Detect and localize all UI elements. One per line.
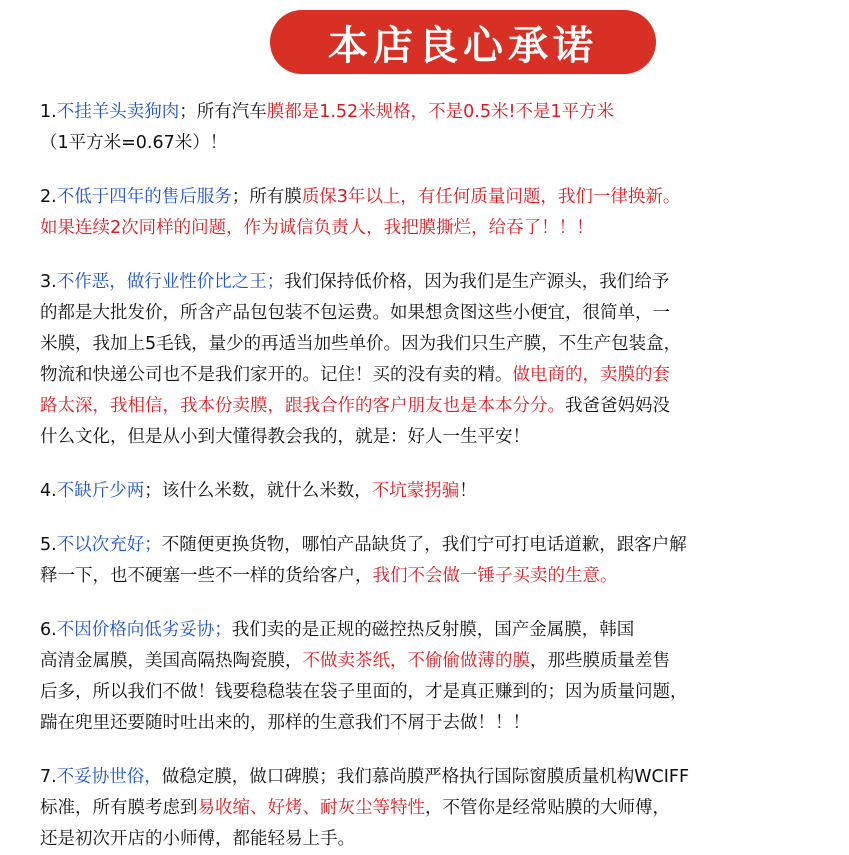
promise-item-4 [40,476,818,507]
body-text: 后多，所以我们不做！钱要稳稳装在袋子里面的，才是真正赚到的；因为质量问题， [40,682,688,702]
body-text: 我们保持低价格，因为我们是生产源头，我们给予 [284,272,670,292]
highlight-text: 不做卖茶纸，不偷偷做薄的膜 [302,651,530,671]
body-text: 做稳定膜，做口碑膜；我们慕尚膜严格执行国际窗膜质量机构WCIFF [161,767,690,787]
paragraph-gap [40,507,818,530]
body-text: ，不管你是经常贴膜的大师傅， [425,798,670,818]
paragraph-gap [40,159,818,182]
highlight-text: 易收缩、好烤、耐灰尘等特性 [197,798,425,818]
promise-heading: 不因价格向低劣妥协； [56,620,232,640]
body-text: 我们卖的是正规的磁控热反射膜，国产金属膜，韩国 [231,620,635,640]
promise-item-3 [40,267,818,453]
body-text: 4. [40,481,57,501]
paragraph-gap [40,244,818,267]
body-text: 什么文化，但是从小到大懂得教会我的，就是：好人一生平安！ [40,427,530,447]
highlight-text: 膜都是1.52米规格，不是0.5米!不是1平方米 [266,102,615,122]
promise-heading: 不缺斤少两 [56,481,145,501]
body-text: ，那些膜质量差售 [530,651,670,671]
body-text: 的都是大批发价，所含产品包包装不包运费。如果想贪图这些小便宜，很简单，一 [40,303,670,323]
body-text: 释一下，也不硬塞一些不一样的货给客户， [40,566,373,586]
promise-item-2 [40,182,818,244]
body-text: ；所有膜 [231,187,302,207]
highlight-text: 质保3年以上，有任何质量问题，我们一律换新。 [301,187,681,207]
promise-heading: 不以次充好； [56,535,162,555]
paragraph-gap [40,739,818,762]
body-text: 3. [40,272,57,292]
body-text: 5. [40,535,57,555]
promise-item-5 [40,530,818,592]
promise-item-6 [40,615,818,739]
body-text: 7. [40,767,57,787]
body-text: ；所有汽车 [179,102,267,122]
body-text: （1平方米=0.67米）！ [40,133,228,153]
highlight-text: 如果连续2次同样的问题，作为诚信负责人，我把膜撕烂，给吞了！！！ [40,218,594,238]
body-text: ！ [459,481,477,501]
body-text: 不随便更换货物，哪怕产品缺货了，我们宁可打电话道歉，跟客户解 [161,535,687,555]
highlight-text: 路太深，我相信，我本份卖膜，跟我合作的客户朋友也是本本分分。 [40,396,565,416]
body-text: 1. [40,102,57,122]
promise-heading: 不妥协世俗， [56,767,162,787]
body-text: 踹在兜里还要随时吐出来的，那样的生意我们不屑于去做！！！ [40,713,530,733]
body-text: 标准，所有膜考虑到 [40,798,198,818]
paragraph-gap [40,453,818,476]
body-text: 米膜，我加上5毛钱，量少的再适当加些单价。因为我们只生产膜，不生产包装盒， [40,334,682,354]
promise-item-7 [40,762,818,855]
body-text: 还是初次开店的小师傅，都能轻易上手。 [40,829,355,849]
paragraph-gap [40,592,818,615]
body-text: ；该什么米数，就什么米数， [144,481,372,501]
promise-heading: 不挂羊头卖狗肉 [56,102,180,122]
highlight-text: 不坑蒙拐骗 [371,481,460,501]
body-text: 2. [40,187,57,207]
body-text: 6. [40,620,57,640]
body-text: 高清金属膜，美国高隔热陶瓷膜， [40,651,303,671]
promise-heading: 不作恶，做行业性价比之王； [56,272,285,292]
highlight-text: 做电商的，卖膜的套 [512,365,670,385]
body-text: 物流和快递公司也不是我们家开的。记住！买的没有卖的精。 [40,365,513,385]
promise-item-1 [40,97,818,159]
body-text: 我爸爸妈妈没 [565,396,670,416]
highlight-text: 我们不会做一锤子买卖的生意。 [372,566,618,586]
title-banner [270,10,656,74]
promise-list [40,97,818,855]
page-title: 本店良心承诺 [328,22,598,69]
promise-heading: 不低于四年的售后服务 [56,187,232,207]
